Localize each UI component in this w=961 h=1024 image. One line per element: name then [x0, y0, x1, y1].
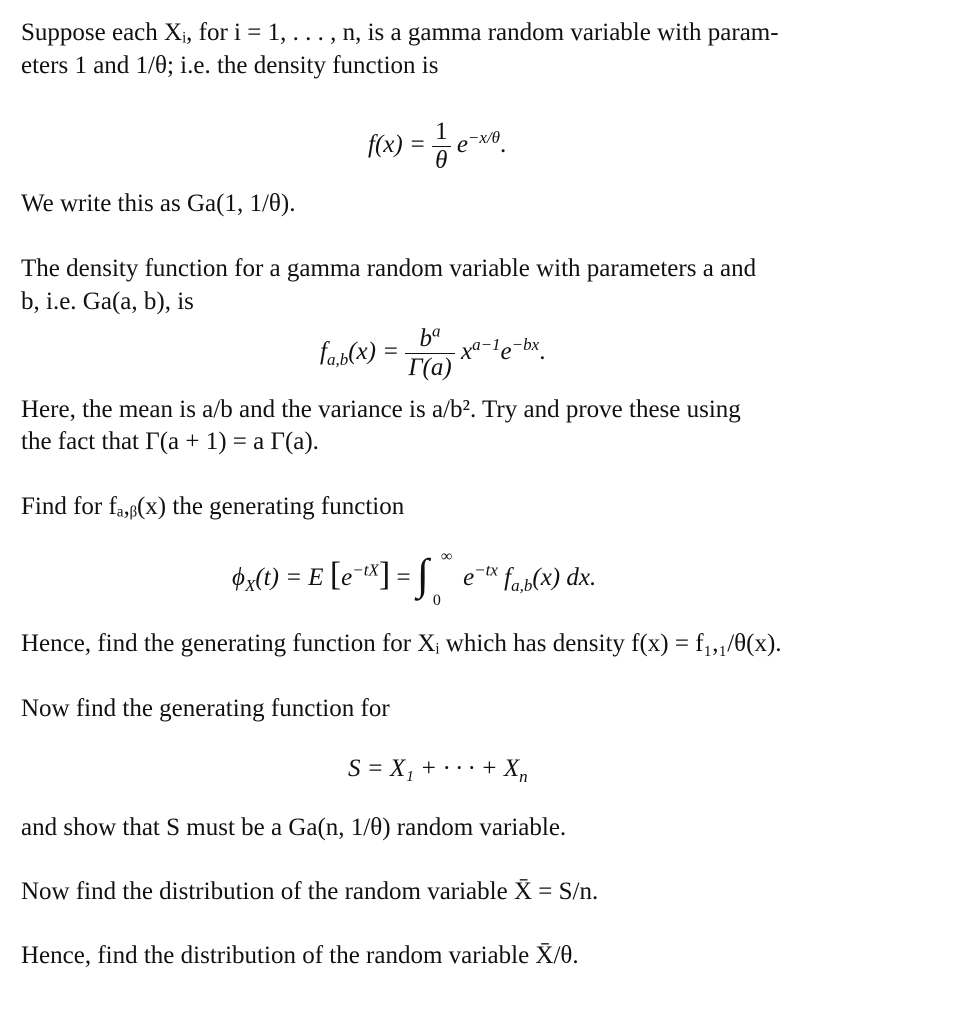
eq1-lhs: f(x) = [368, 131, 426, 159]
equation-gamma-density [320, 321, 546, 382]
eq2-denominator: Γ(a) [405, 353, 454, 382]
eq3-bracket-close: ] [378, 556, 391, 593]
eq2-e-sup: −bx [511, 334, 540, 354]
eq3-inner-base: e [341, 564, 353, 591]
eq3-integral [416, 548, 457, 609]
eq2-tail: . [539, 338, 546, 366]
eq1-denominator: θ [432, 146, 451, 175]
eq3-f: f [504, 564, 512, 591]
eq2-numerator [405, 321, 454, 353]
eq3-phi: ϕ [232, 564, 245, 591]
paragraph-generating-xi: Hence, find the generating function for Xᵢ which has density f(x) = f₁,₁/θ(x). [21, 630, 782, 657]
eq3-phi-sub: X [244, 576, 256, 595]
eq3-equals: = [396, 564, 411, 591]
equation-density-exponential [368, 118, 506, 175]
eq3-bracket-open: [ [329, 556, 342, 593]
paragraph-mean-variance-line1: Here, the mean is a/b and the variance is a/b². Try and prove these using [21, 396, 741, 423]
eq3-f-arg: (x) dx. [532, 564, 597, 591]
eq3-phi-arg: (t) = E [255, 564, 324, 591]
eq2-num-base: b [419, 325, 433, 352]
paragraph-mean-variance-line2: the fact that Γ(a + 1) = a Γ(a). [21, 428, 319, 455]
eq2-lhs-sub: a,b [326, 350, 349, 370]
eq3-e-sup: −tx [474, 560, 498, 580]
eq3-int-lower: 0 [432, 592, 441, 609]
eq2-fraction [405, 321, 454, 382]
paragraph-distribution-mean: Now find the distribution of the random variable X̄ = S/n. [21, 878, 599, 905]
eq4-text: S = X₁ + · · · + X [348, 755, 520, 782]
paragraph-intro-line2: eters 1 and 1/θ; i.e. the density function is [21, 52, 439, 79]
eq2-lhs-arg: (x) = [348, 338, 400, 366]
eq2-x-sup: a−1 [472, 334, 501, 354]
paragraph-intro-line1: Suppose each Xᵢ, for i = 1, . . . , n, is a gamma random variable with param- [21, 19, 779, 46]
eq1-exp-base: e [456, 131, 468, 159]
integral-sign-icon: ∫ [416, 550, 429, 599]
paragraph-gamma-line2: b, i.e. Ga(a, b), is [21, 288, 194, 315]
equation-generating-function [232, 548, 597, 609]
eq1-fraction [432, 118, 451, 175]
eq1-exponent: −x/θ [467, 127, 501, 147]
eq3-int-upper: ∞ [440, 548, 453, 565]
eq2-num-sup: a [432, 321, 441, 341]
paragraph-generating-sum: Now find the generating function for [21, 695, 390, 722]
eq1-tail: . [500, 131, 507, 159]
eq2-x-base: x [460, 338, 473, 366]
eq2-lhs-f: f [320, 338, 327, 366]
eq2-e-base: e [500, 338, 512, 366]
paragraph-find-generating: Find for fₐ,ᵦ(x) the generating function [21, 493, 405, 520]
paragraph-show-gamma: and show that S must be a Ga(n, 1/θ) random variable. [21, 814, 567, 841]
eq3-f-sub: a,b [511, 576, 533, 595]
eq4-last-sub: n [519, 767, 528, 786]
paragraph-distribution-scaled: Hence, find the distribution of the random variable X̄/θ. [21, 942, 579, 969]
eq1-numerator: 1 [435, 118, 448, 145]
eq3-e-base: e [463, 564, 475, 591]
paragraph-gamma-line1: The density function for a gamma random variable with parameters a and [21, 255, 757, 282]
equation-sum [348, 754, 528, 784]
paragraph-notation: We write this as Ga(1, 1/θ). [21, 190, 296, 217]
eq3-inner-sup: −tX [352, 560, 379, 580]
